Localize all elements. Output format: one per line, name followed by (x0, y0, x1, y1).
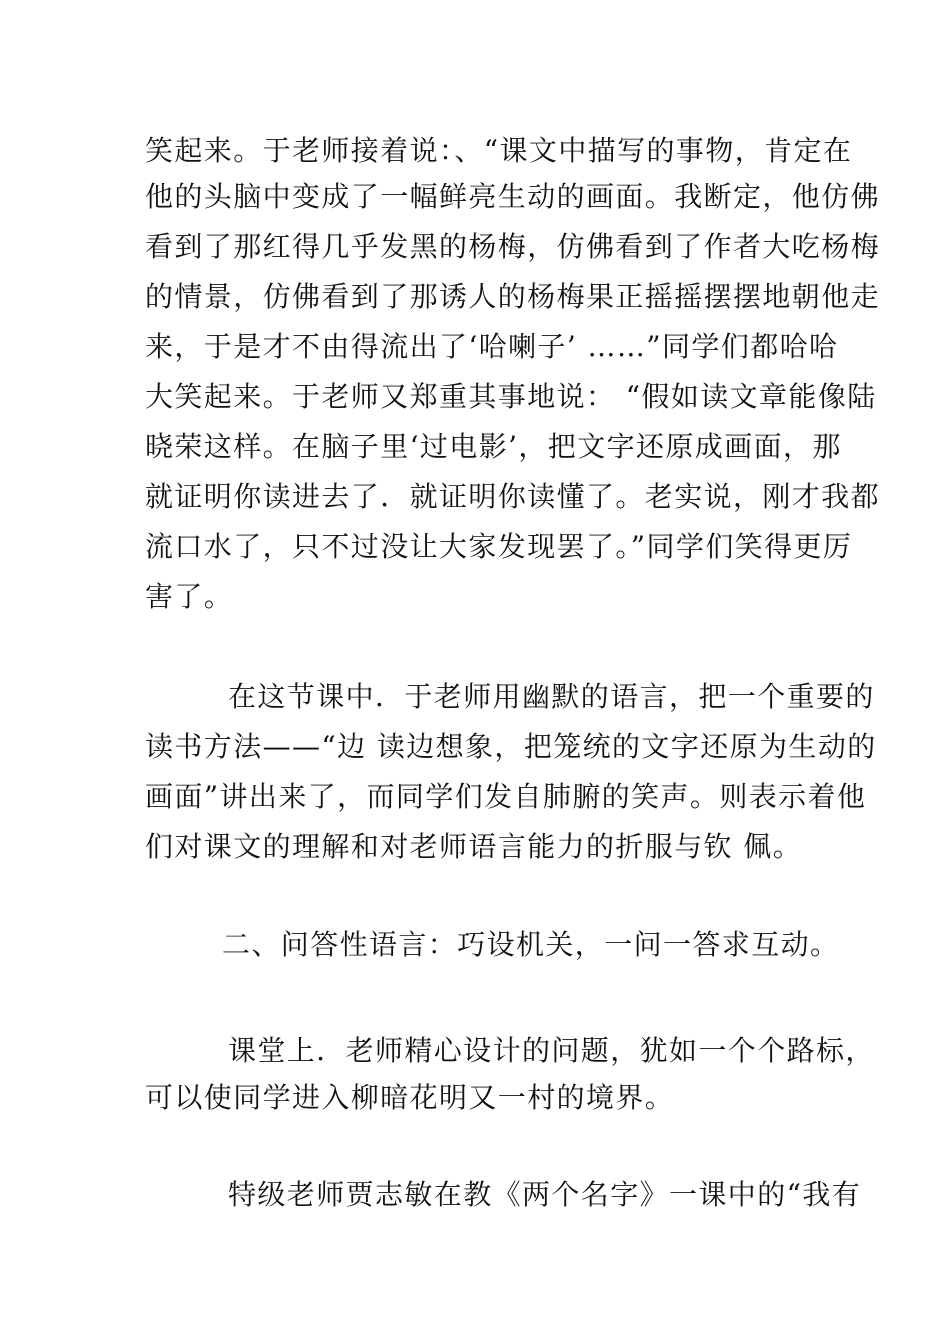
text-line: 笑起来。于老师接着说：、“课文中描写的事物，肯定在 (145, 134, 853, 167)
text-line: 画面”讲出来了，而同学们发自肺腑的笑声。则表示着他 (145, 780, 867, 813)
text-line: 课堂上．老师精心设计的问题，犹如一个个路标， (228, 1034, 875, 1067)
text-line: 可以使同学进入柳暗花明又一村的境界。 (145, 1081, 675, 1114)
text-line: 来，于是才不由得流出了‘哈喇子’ ……”同学们都哈哈 (145, 330, 839, 363)
text-line: 害了。 (145, 580, 234, 613)
text-line: 就证明你读进去了．就证明你读懂了。老实说，刚才我都 (145, 480, 881, 513)
text-line: 大笑起来。于老师又郑重其事地说： “假如读文章能像陆 (145, 380, 877, 413)
text-line: 他的头脑中变成了一幅鲜亮生动的画面。我断定，他仿佛 (145, 180, 881, 213)
text-line: 的情景，仿佛看到了那诱人的杨梅果正摇摇摆摆地朝他走 (145, 280, 881, 313)
heading-line: 二、问答性语言：巧设机关，一问一答求互动。 (222, 928, 840, 961)
text-line: 们对课文的理解和对老师语言能力的折服与钦 佩。 (145, 830, 803, 863)
text-line: 流口水了，只不过没让大家发现罢了。”同学们笑得更厉 (145, 530, 853, 563)
text-line: 读书方法——“边 读边想象，把笼统的文字还原为生动的 (145, 730, 877, 763)
text-line: 在这节课中．于老师用幽默的语言，把一个重要的 (228, 680, 875, 713)
text-line: 晓荣这样。在脑子里‘过电影’，把文字还原成画面，那 (145, 430, 842, 463)
text-line: 特级老师贾志敏在教《两个名字》一课中的“我有 (228, 1178, 862, 1211)
text-line: 看到了那红得几乎发黑的杨梅，仿佛看到了作者大吃杨梅 (145, 230, 881, 263)
